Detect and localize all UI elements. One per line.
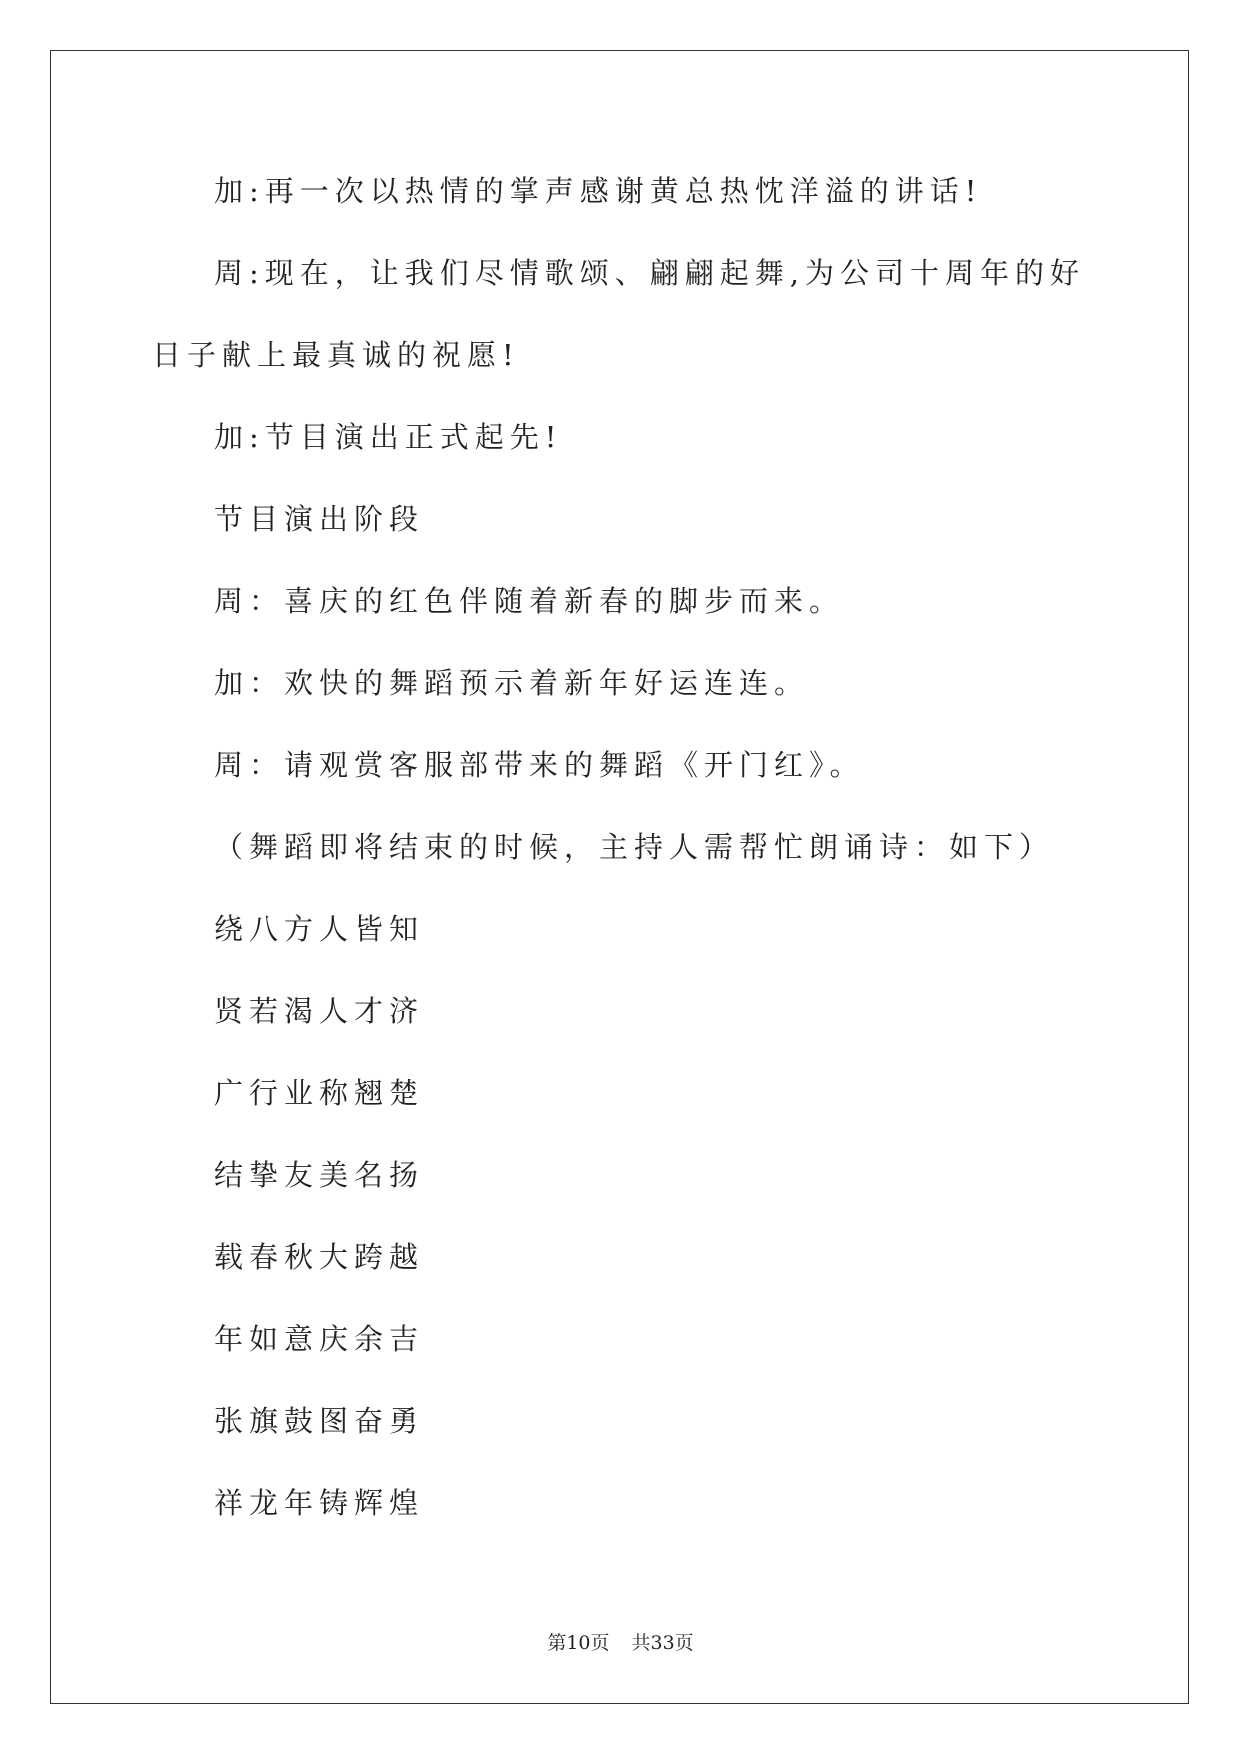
page-number: 第10页 — [547, 1632, 610, 1654]
document-body — [152, 150, 1092, 1544]
paragraph: 加:再一次以热情的掌声感谢黄总热忱洋溢的讲话! — [214, 174, 983, 208]
poem-line: 载春秋大跨越 — [214, 1240, 425, 1274]
poem-line: 广行业称翘楚 — [214, 1076, 425, 1110]
paragraph: 周：请观赏客服部带来的舞蹈《开门红》。 — [214, 748, 865, 782]
paragraph: （舞蹈即将结束的时候，主持人需帮忙朗诵诗：如下） — [214, 830, 1055, 864]
poem-line: 祥龙年铸辉煌 — [214, 1486, 425, 1520]
poem-line: 张旗鼓图奋勇 — [214, 1404, 425, 1438]
paragraph: 周：喜庆的红色伴随着新春的脚步而来。 — [214, 584, 845, 618]
poem-line: 绕八方人皆知 — [214, 912, 425, 946]
page-total: 共33页 — [631, 1632, 694, 1654]
paragraph: 周:现在，让我们尽情歌颂、翩翩起舞,为公司十周年的好日子献上最真诚的祝愿! — [152, 256, 1085, 372]
paragraph: 加:节目演出正式起先! — [214, 420, 563, 454]
paragraph: 加：欢快的舞蹈预示着新年好运连连。 — [214, 666, 810, 700]
paragraph: 节目演出阶段 — [214, 502, 425, 536]
poem-line: 结挚友美名扬 — [214, 1158, 425, 1192]
poem-line: 年如意庆余吉 — [214, 1322, 425, 1356]
poem-line: 贤若渴人才济 — [214, 994, 425, 1028]
page-footer — [0, 1628, 1241, 1655]
